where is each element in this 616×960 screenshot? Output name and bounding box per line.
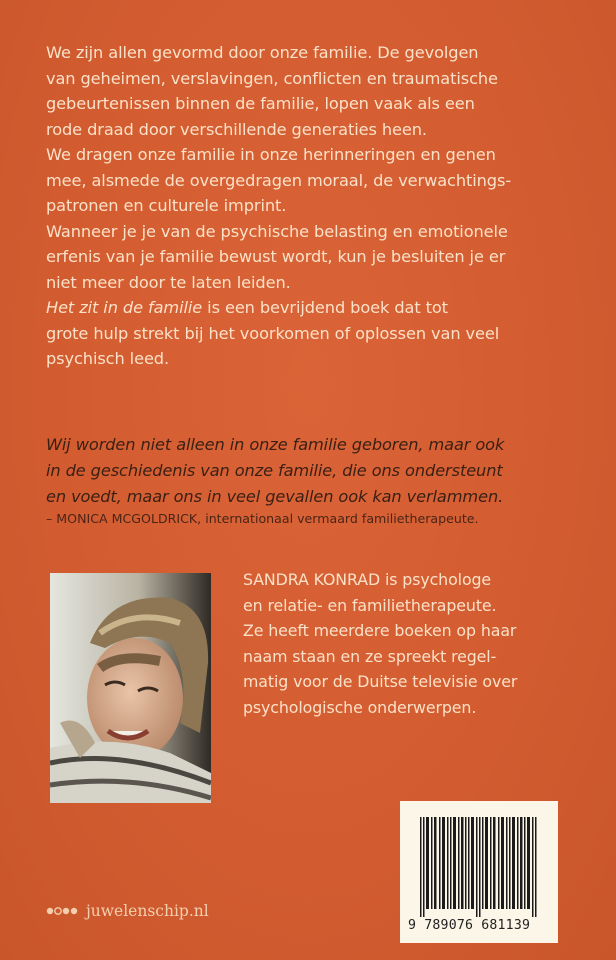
blurb-line: erfenis van je familie bewust wordt, kun je besluiten je er <box>46 247 506 266</box>
author-portrait-illustration <box>50 573 211 803</box>
blurb-line-tail: is een bevrijdend boek dat tot <box>202 298 448 317</box>
blurb-line: rode draad door verschillende generaties heen. <box>46 119 427 139</box>
quote-line: Wij worden niet alleen in onze familie geboren, maar ook <box>46 435 505 454</box>
blurb-line: niet meer door te laten leiden. <box>46 272 291 292</box>
bio-line: matig voor de Duitse televisie over <box>243 672 518 691</box>
bio-line: SANDRA KONRAD is psychologe <box>243 570 492 589</box>
quote-line: in de geschiedenis van onze familie, die ons ondersteunt <box>46 461 503 480</box>
blurb-line: We zijn allen gevormd door onze familie. De gevolgen <box>46 43 479 62</box>
bio-line: en relatie- en familietherapeute. <box>243 595 497 615</box>
bio-line: Ze heeft meerdere boeken op haar <box>243 621 517 640</box>
blurb-line: grote hulp strekt bij het voorkomen of oplossen van veel <box>46 323 500 343</box>
juwelenschip-logo-icon <box>46 905 80 917</box>
bio-line: psychologische onderwerpen. <box>243 697 477 717</box>
blurb-line: gebeurtenissen binnen de familie, lopen vaak als een <box>46 94 475 113</box>
publisher-website-link[interactable]: juwelenschip.nl <box>86 902 209 920</box>
book-title: Het zit in de familie <box>46 298 203 317</box>
blurb-line <box>46 295 586 321</box>
author-photo <box>50 573 211 803</box>
barcode-bars-icon <box>420 817 538 917</box>
publisher-imprint[interactable] <box>46 902 209 920</box>
blurb-line: mee, alsmede de overgedragen moraal, de verwachtings- <box>46 170 512 190</box>
blurb-line: patronen en culturele imprint. <box>46 196 287 215</box>
quote-line: en voedt, maar ons in veel gevallen ook kan verlammen. <box>46 487 504 506</box>
author-bio <box>243 567 583 720</box>
blurb-line: We dragen onze familie in onze herinneringen en genen <box>46 145 496 164</box>
blurb-line: psychisch leed. <box>46 349 170 368</box>
isbn-number: 9 789076 681139 <box>408 918 531 933</box>
blurb-text <box>46 40 586 372</box>
quote-attribution: – MONICA MCGOLDRICK, internationaal vermaard familietherapeute. <box>46 511 479 526</box>
isbn-barcode <box>400 801 558 943</box>
blurb-line: Wanneer je je van de psychische belasting en emotionele <box>46 221 508 241</box>
pull-quote <box>46 432 586 510</box>
blurb-line: van geheimen, verslavingen, conflicten en traumatische <box>46 68 498 88</box>
bio-line: naam staan en ze spreekt regel- <box>243 646 497 666</box>
